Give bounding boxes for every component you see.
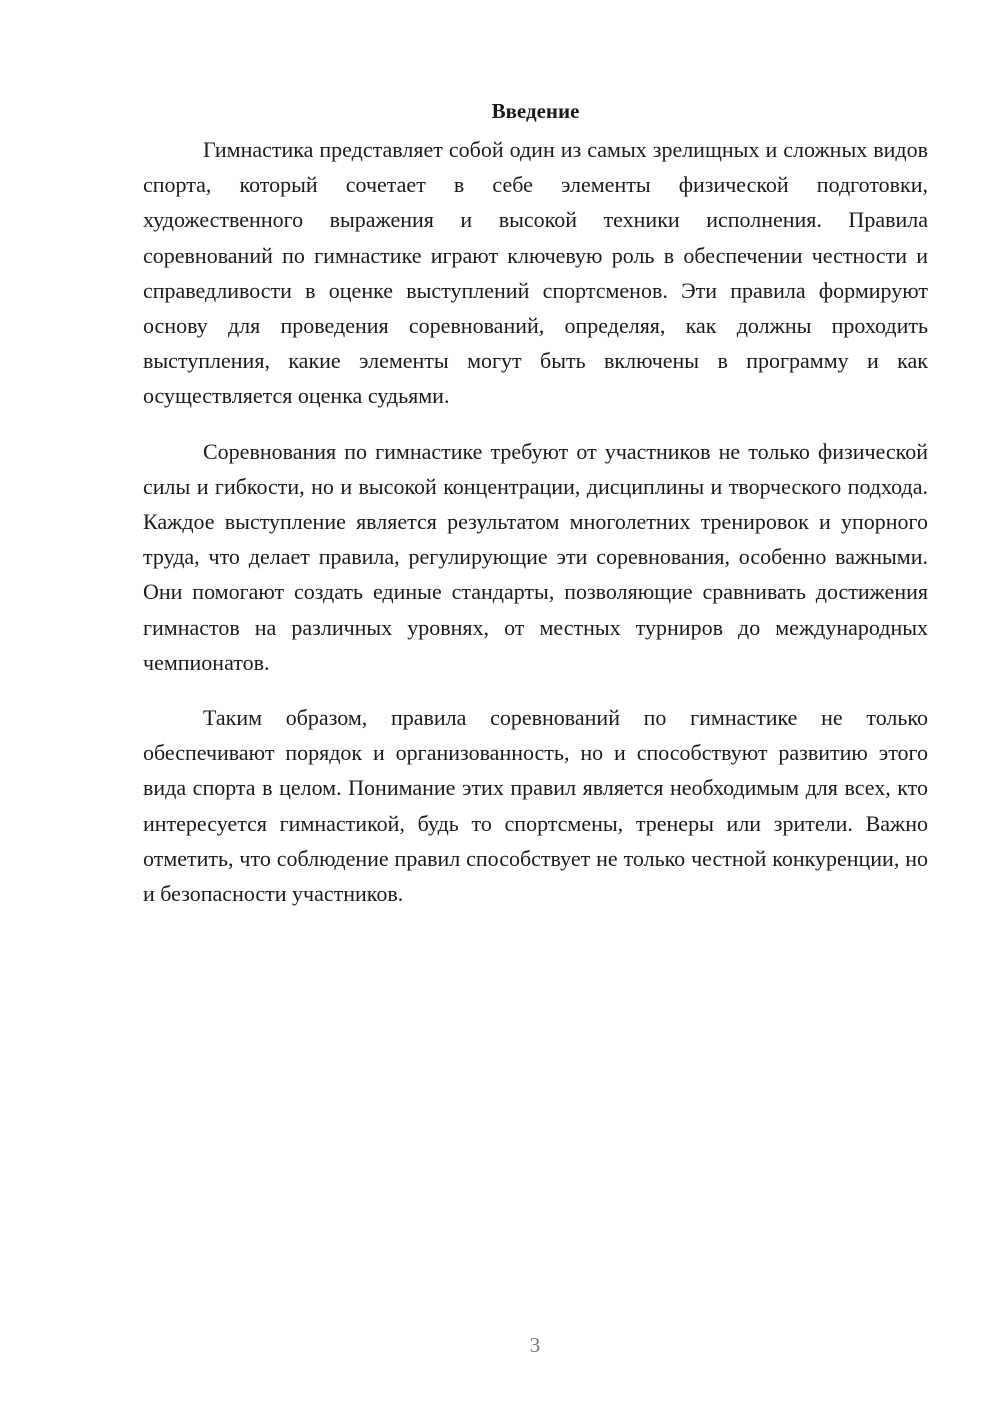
page-number: 3 [529,1333,541,1357]
page-content [143,96,928,931]
paragraph-3: Таким образом, правила соревнований по гимнастике не только обеспечивают порядок и организованность, но и способствуют развитию этого вида спорта в целом. Понимание этих правил является необходимым для всех, кто интересуется гимнастикой, будь то спортсмены, тренеры или зрители. Важно отметить, что соблюдение правил способствует не только честной конкуренции, но и безопасности участников. [143,705,928,907]
section-title: Введение [491,99,580,123]
paragraph-2: Соревнования по гимнастике требуют от участников не только физической силы и гибкости, но и высокой концентрации, дисциплины и творческого подхода. Каждое выступление является результатом многолетних тренировок и упорного труда, что делает правила, регулирующие эти соревнования, особенно важными. Они помогают создать единые стандарты, позволяющие сравнивать достижения гимнастов на различных уровнях, от местных турниров до международных чемпионатов. [143,438,928,675]
paragraph-1: Гимнастика представляет собой один из самых зрелищных и сложных видов спорта, который сочетает в себе элементы физической подготовки, художественного выражения и высокой техники исполнения. Правила соревнований по гимнастике играют ключевую роль в обеспечении честности и справедливости в оценке выступлений спортсменов. Эти правила формируют основу для проведения соревнований, определяя, как должны проходить выступления, какие элементы могут быть включены в программу и как осуществляется оценка судьями. [143,137,928,409]
